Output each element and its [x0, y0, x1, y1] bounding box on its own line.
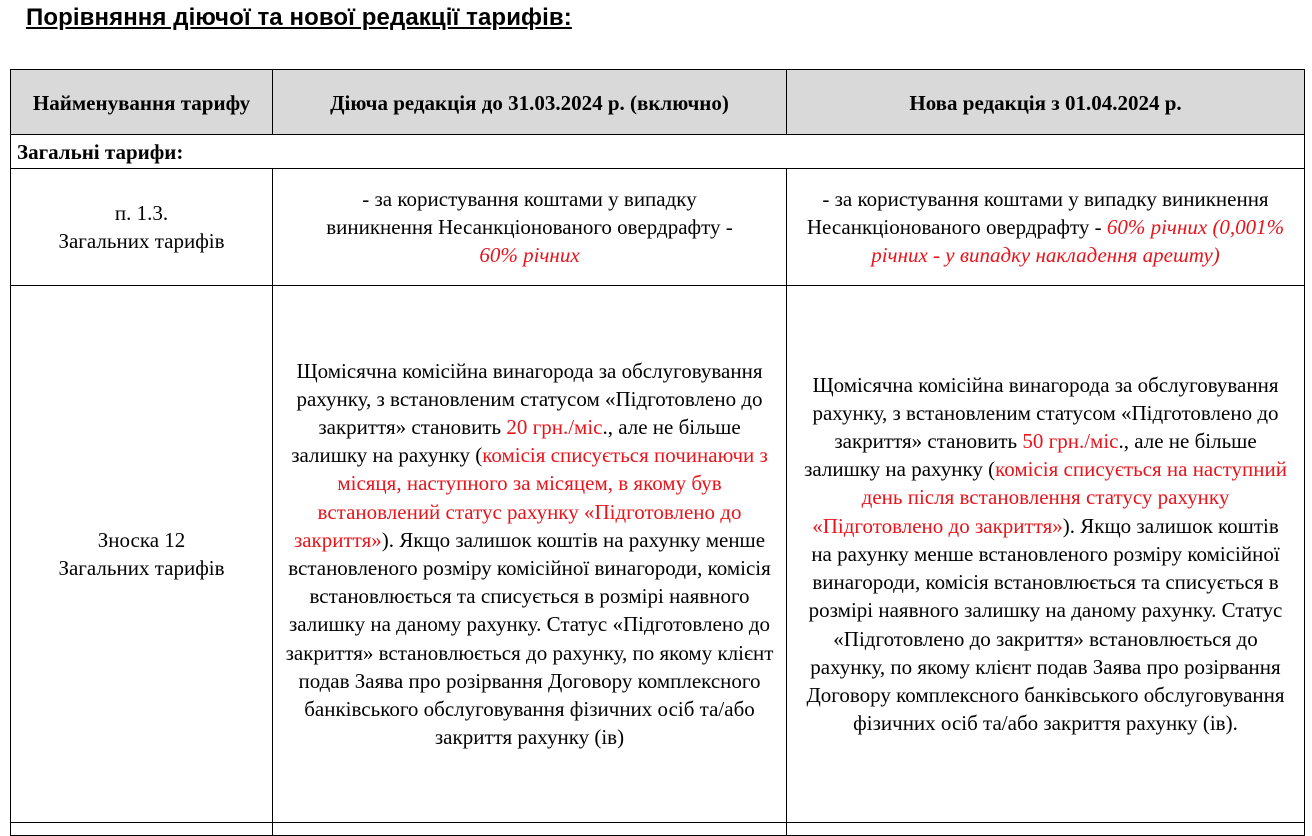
table-row	[11, 169, 1305, 286]
tariff-ref: п. 1.3.	[114, 200, 169, 225]
current-text: - за користування коштами у випадку виникнення Несанкціонованого овердрафту -	[326, 186, 733, 239]
header-new: Нова редакція з 01.04.2024 р.	[787, 70, 1305, 135]
table-header-row	[11, 70, 1305, 135]
tariff-section: Загальних тарифів	[58, 556, 225, 580]
header-current: Діюча редакція до 31.03.2024 р. (включно)	[273, 70, 787, 135]
new-edition-cell	[787, 169, 1305, 286]
header-name: Найменування тарифу	[11, 70, 273, 135]
current-rate: 60% річних	[479, 243, 580, 268]
new-text: - за користування коштами у випадку виникнення Несанкціонованого овердрафту -	[806, 186, 1269, 239]
current-text-part2: ., але не більше залишку на рахунку (	[291, 414, 741, 468]
new-fee: 50 грн./міс	[1022, 429, 1119, 454]
tariff-name-cell	[11, 169, 273, 286]
tariff-comparison-table	[10, 69, 1305, 836]
new-text-part1: Щомісячна комісійна винагорода за обслуговування рахунку, з встановленим статусом «Підготовлено до закриття» становить	[812, 372, 1279, 454]
section-row	[11, 135, 1305, 169]
new-text-part3: ). Якщо залишок коштів на рахунку менше встановленого розміру комісійної винагороди, комісія встановлюється та списується в розмірі наявного залишку на даному рахунку. Статус «Підготовлено до закриття» встановлюється до рахунку, по якому клієнт подав Заява про розірвання Договору комплексного банківського обслуговування фізичних осіб та/або закриття рахунку (ів).	[806, 513, 1285, 736]
tariff-ref: Зноска 12	[97, 527, 186, 552]
new-write-off-note: комісія списується на наступний день після встановлення статусу рахунку «Підготовлено до закриття»	[812, 457, 1287, 538]
tariff-name-cell	[11, 286, 273, 823]
tariff-section: Загальних тарифів	[58, 229, 225, 253]
table-row	[11, 286, 1305, 823]
page-title: Порівняння діючої та нової редакції тарифів:	[26, 4, 572, 31]
new-edition-cell	[787, 286, 1305, 823]
table-row-continuation	[11, 823, 1305, 836]
current-fee: 20 грн./міс	[506, 414, 603, 439]
current-edition-cell	[273, 169, 787, 286]
section-title: Загальні тарифи:	[11, 135, 1305, 169]
current-text-part1: Щомісячна комісійна винагорода за обслуговування рахунку, з встановленим статусом «Підготовлено до закриття» становить	[296, 358, 763, 439]
new-text-part2: ., але не більше залишку на рахунку (	[804, 429, 1257, 482]
new-rate: 60% річних (0,001% річних - у випадку накладення арешту)	[871, 214, 1285, 268]
current-text-part3: ). Якщо залишок коштів на рахунку менше встановленого розміру комісійної винагороди, комісія встановлюється та списується в розмірі наявного залишку на даному рахунку. Статус «Підготовлено до закриття» встановлюється до рахунку, по якому клієнт подав Заява про розірвання Договору комплексного банківського обслуговування фізичних осіб та/або закриття рахунку (ів)	[285, 527, 774, 750]
current-write-off-note: комісія списується починаючи з місяця, наступного за місяцем, в якому був встановлений статус рахунку «Підготовлено до закриття»	[293, 443, 768, 552]
current-edition-cell	[273, 286, 787, 823]
